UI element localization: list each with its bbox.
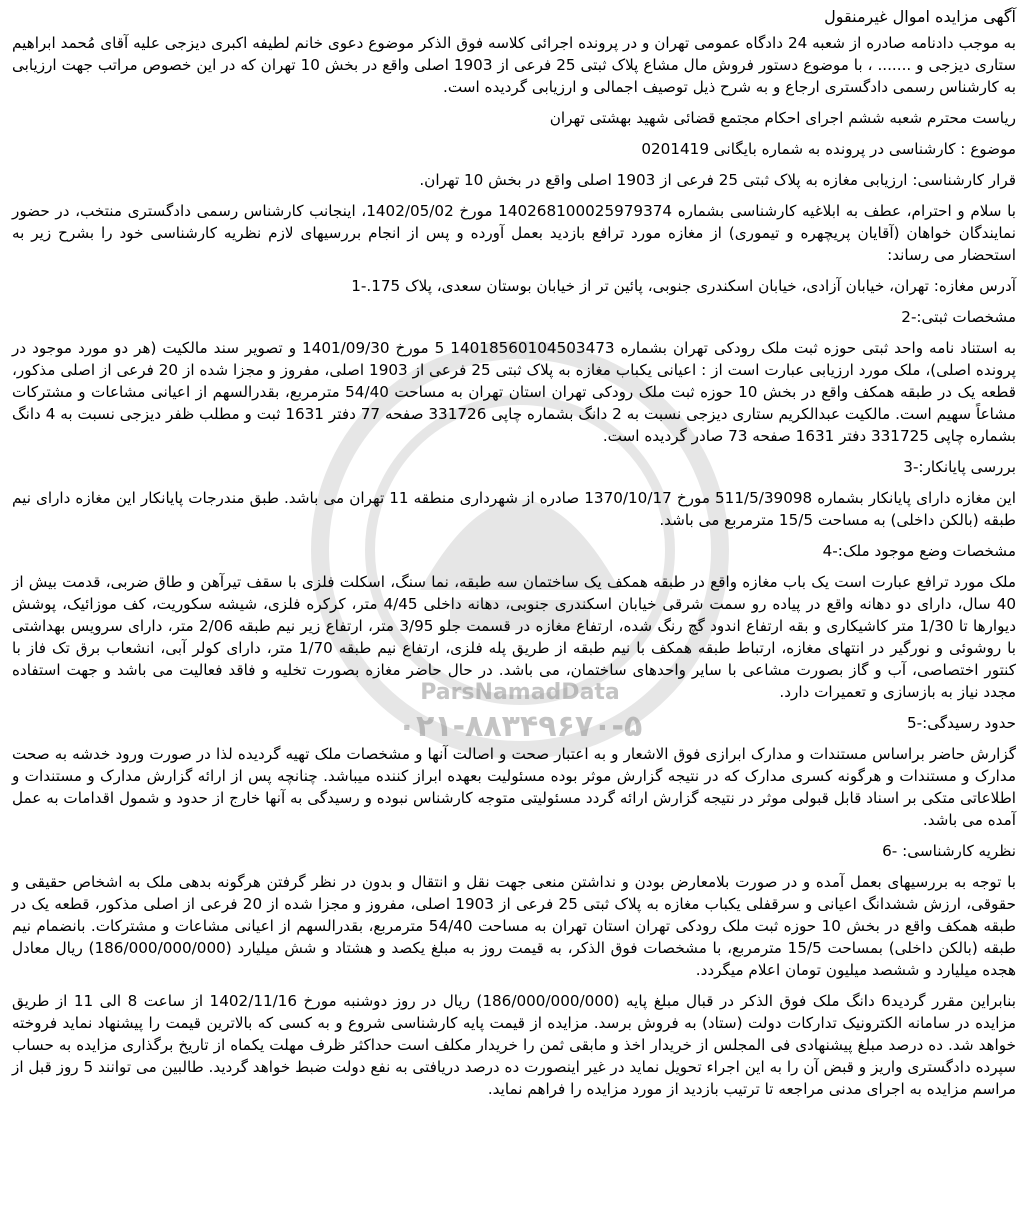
intro-paragraph: به موجب دادنامه صادره از شعبه 24 دادگاه عمومی تهران و در پرونده اجرائی کلاسه فوق الذکر موضوع دعوی خانم لطیفه اکبری دیزجی علیه آقای مُحمد ابراهیم ستاری دیزجی و ....... ، با موضوع دستور فروش مال مشاع پلاک ثبتی 25 فرعی از 1903 اصلی واقع در بخش 10 تهران که در این خصوص مراتب جهت ارزیابی به کارشناس رسمی دادگستری ارجاع و به شرح ذیل توصیف اجمالی و ارزیابی گردیده است. xyxy=(12,34,1016,96)
scope-paragraph: گزارش حاضر براساس مستندات و مدارک ابرازی فوق الاشعار و به اعتبار صحت و اصالت آنها و مشخصات ملک تهیه گردیده لذا در صورت ورود خدشه به صحت مدارک و مستندات و هرگونه کسری مدارک که در نتیجه گزارش موثر بوده مسئولیت بعهده ابراز کننده میباشد. چنانچه پس از ارائه گزارش مدارک و مستندات و اطلاعاتی متکی بر اسناد قابل قبولی موثر در نتیجه گزارش ارائه گردد مسئولیتی متوجه کارشناس نبوده و رسیدگی به آنها خارج از حدود و شمول اقدامات به عمل آمده می باشد. xyxy=(12,745,1016,829)
watermark-brand: ParsNamadData xyxy=(420,680,620,705)
greeting-paragraph: با سلام و احترام، عطف به ابلاغیه کارشناسی بشماره 140268100025979374 مورخ 1402/05/02، اینجانب کارشناس رسمی دادگستری منتخب، در حضور نمایندگان خواهان (آقایان پریچهره و تیموری) از مغازه مورد ترافع بازدید بعمل آورده و پس از انجام بررسیهای لازم نظریه کارشناسی خود را بشرح زیر به استحضار می رساند: xyxy=(12,202,1017,264)
section-heading-expert-opinion: نظریه کارشناسی: -6 xyxy=(882,842,1016,860)
auction-terms-paragraph: بنابراین مقرر گردید6 دانگ ملک فوق الذکر در قبال مبلغ پایه (186/000/000/000) ریال در روز دوشنبه مورخ 1402/11/16 از ساعت 8 الی 11 از طریق مزایده در سامانه الکترونیک تدارکات دولت (ستاد) به فروش برسد. مزایده از قیمت پایه کارشناسی شروع و به کسی که بالاترین قیمت را پیشنهاد نماید فروخته خواهد شد. ده درصد مبلغ پیشنهادی فی المجلس از خریدار اخذ و مابقی ثمن را خریدار مکلف است حداکثر ظرف مهلت یکماه از تاریخ برگذاری مزایده به حساب سپرده دادگستری واریز و قبض آن را به این اجراء تحویل نماید در غیر اینصورت ده درصد دریافتی به نفع دولت ضبط خواهد گردید. طالبین می توانند 5 روز قبل از مراسم مزایده به اجرای مدنی مراجعه تا ترتیب بازدید از مورد مزایده را فراهم نماید. xyxy=(12,992,1016,1098)
registration-paragraph: به استناد نامه واحد ثبتی حوزه ثبت ملک رودکی تهران بشماره 14018560104503473 5 مورخ 1401/09/30 و تصویر سند مالکیت (هر دو مورد موجود در پرونده اصلی)، ملک مورد ارزیابی عبارت است از : اعیانی یکباب مغازه به پلاک ثبتی 25 فرعی از 1903 اصلی، مفروز و مجزا شده از 20 فرعی از اصلی مذکور، قطعه یک در طبقه همکف واقع در بخش 10 حوزه ثبت ملک رودکی تهران استان تهران به مساحت 54/40 مترمربع، بقدرالسهم از اعیانی مشاعات و مشترکات مشاعاً سهیم است. مالکیت عبدالکریم ستاری دیزجی نسبت به 2 دانگ بشماره چاپی 331726 صفحه 77 دفتر 1631 ثبت و مطلب ظفر دیزجی نسبت به 4 دانگ بشماره چاپی 331725 دفتر 1631 صفحه 73 صادر گردیده است. xyxy=(12,339,1017,445)
expert-opinion-paragraph: با توجه به بررسیهای بعمل آمده و در صورت بلامعارض بودن و نداشتن منعی جهت نقل و انتقال و بدون در نظر گرفتن هرگونه بدهی ملک به اشخاص حقیقی و حقوقی، ارزش ششدانگ اعیانی و سرقفلی یکباب مغازه به پلاک ثبتی 25 فرعی از 1903 اصلی، مفروز و مجزا شده از 20 فرعی از اصلی مذکور، قطعه یک در طبقه همکف واقع در بخش 10 حوزه ثبت ملک رودکی تهران استان تهران به مساحت 54/40 مترمربع، بقدرالسهم از اعیانی مشاعات و مشترکات. بانضمام نیم طبقه (بالکن داخلی) بمساحت 15/5 مترمربع، با مشخصات فوق الذکر، به قیمت روز به مبلغ یکصد و هشتاد و شش میلیارد (186/000/000/000) ریال معادل هجده میلیارد و ششصد میلیون تومان اعلام میگردد. xyxy=(12,873,1017,979)
current-status-paragraph: ملک مورد ترافع عبارت است یک باب مغازه واقع در طبقه همکف یک ساختمان سه طبقه، نما سنگ، اسکلت فلزی با سقف تیرآهن و طاق ضربی، قدمت بیش از 40 سال، دارای دو دهانه واقع در پیاده رو سمت شرقی خیابان اسکندری جنوبی، دهانه داخلی 4/45 متر، کرکره فلزی، شیشه سکوریت، کف موزائیک، پوشش دیوارها تا 1/30 متر کاشیکاری و بقه ارتفاع اندود گچ رنگ شده، ارتفاع مغازه در قسمت جلو 3/95 متر، ارتفاع زیر نیم طبقه 2/06 متر، دارای سرویس بهداشتی با روشوئی و نورگیر در انتهای مغازه، ارتباط طبقه همکف با نیم طبقه از طریق پله فلزی، ارتفاع نیم طبقه 1/70 متر، دارای کولر آبی، انشعاب برق تک فاز با کنتور اختصاصی، آب و گاز بصورت مشاعی با سایر واحدهای ساختمان، می باشد. در حال حاضر مغازه بصورت تخلیه و فاقد فعالیت می باشد و جهت استفاده مجدد نیاز به بازسازی و تعمیرات دارد. xyxy=(12,573,1017,701)
section-heading-current-status: مشخصات وضع موجود ملک:-4 xyxy=(822,542,1016,560)
shop-address: آدرس مغازه: تهران، خیابان آزادی، خیابان اسکندری جنوبی، پائین تر از خیابان بوستان سعدی، پلاک 175.-1 xyxy=(351,277,1016,295)
page-title: آگهی مزایده اموال غیرمنقول xyxy=(824,7,1016,26)
section-heading-scope: حدود رسیدگی:-5 xyxy=(906,714,1016,732)
order-line: قرار کارشناسی: ارزیابی مغازه به پلاک ثبتی 25 فرعی از 1903 اصلی واقع در بخش 10 تهران. xyxy=(419,171,1016,189)
watermark-phone: ۰۲۱-۸۸۳۴۹۶۷۰-۵ xyxy=(397,709,643,744)
addressee-line: ریاست محترم شعبه ششم اجرای احکام مجتمع قضائی شهید بهشتی تهران xyxy=(549,109,1016,127)
section-heading-completion: بررسی پایانکار:-3 xyxy=(903,458,1016,476)
section-heading-registration: مشخصات ثبتی:-2 xyxy=(901,308,1016,326)
completion-paragraph: این مغازه دارای پایانکار بشماره 511/5/39098 مورخ 1370/10/17 صادره از شهرداری منطقه 11 تهران می باشد. طبق مندرجات پایانکار این مغازه دارای نیم طبقه (بالکن داخلی) به مساحت 15/5 مترمربع می باشد. xyxy=(12,489,1016,529)
subject-line: موضوع : کارشناسی در پرونده به شماره بایگانی 0201419 xyxy=(641,140,1016,158)
